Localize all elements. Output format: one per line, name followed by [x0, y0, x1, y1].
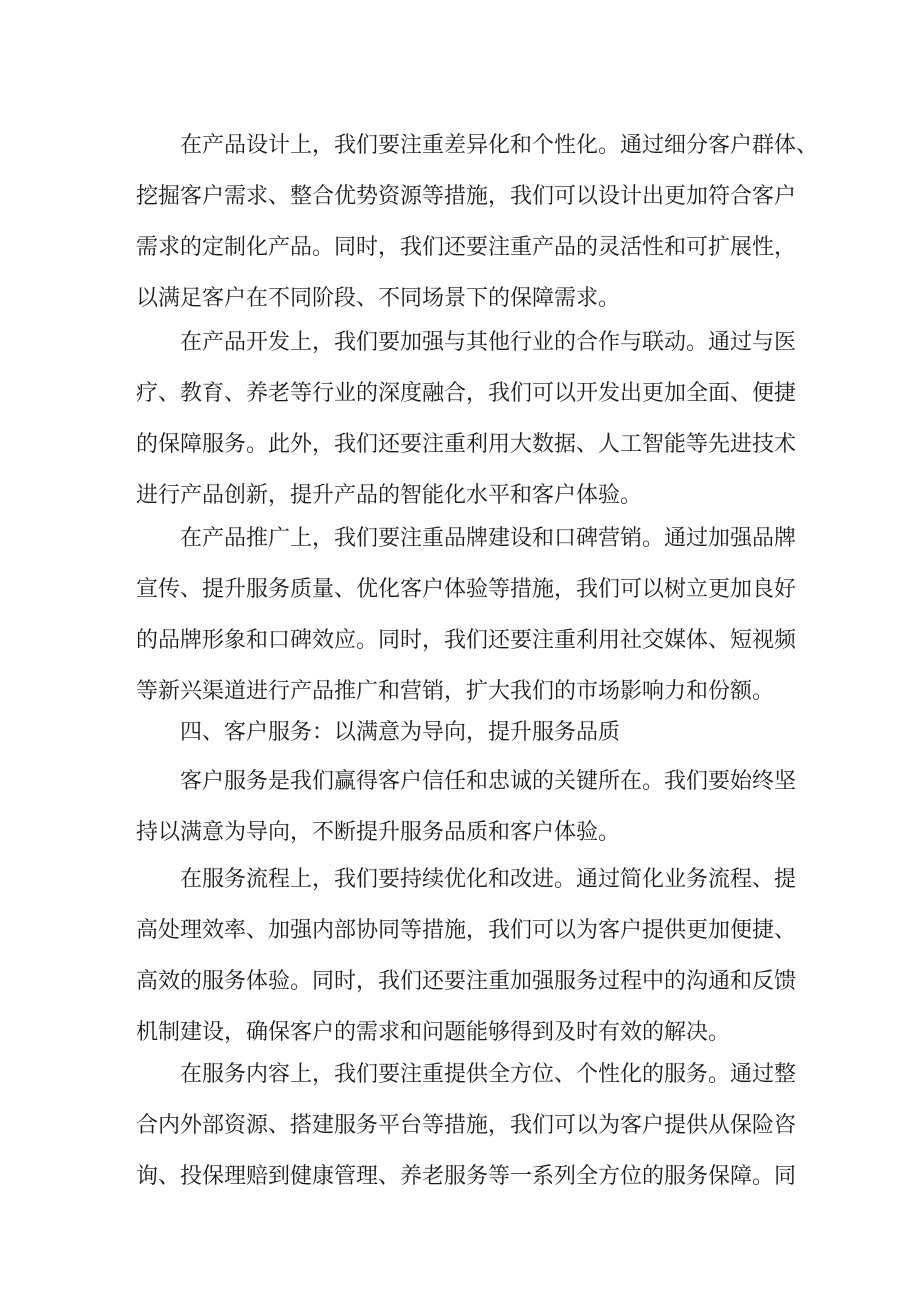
text-line: 高处理效率、加强内部协同等措施，我们可以为客户提供更加便捷、	[136, 918, 797, 943]
text-line: 挖掘客户需求、整合优势资源等措施，我们可以设计出更加符合客户	[136, 184, 797, 209]
section-heading	[136, 707, 796, 758]
text-line: 高效的服务体验。同时，我们还要注重加强服务过程中的沟通和反馈	[136, 969, 797, 994]
paragraph-product-development	[136, 317, 796, 521]
paragraph-product-promotion	[136, 513, 796, 717]
paragraph-service-content	[136, 1049, 796, 1202]
text-line: 机制建设，确保客户的需求和问题能够得到及时有效的解决。	[136, 1020, 731, 1045]
text-line: 在服务流程上，我们要持续优化和改进。通过简化业务流程、提	[180, 867, 797, 892]
text-line: 进行产品创新，提升产品的智能化水平和客户体验。	[136, 483, 643, 508]
text-line: 合内外部资源、搭建服务平台等措施，我们可以为客户提供从保险咨	[136, 1113, 797, 1138]
text-line: 在产品推广上，我们要注重品牌建设和口碑营销。通过加强品牌	[180, 526, 797, 551]
text-line: 疗、教育、养老等行业的深度融合，我们可以开发出更加全面、便捷	[136, 381, 797, 406]
text-line: 以满足客户在不同阶段、不同场景下的保障需求。	[136, 286, 621, 311]
section-heading-text: 四、客户服务：以满意为导向，提升服务品质	[180, 720, 621, 745]
text-line: 的品牌形象和口碑效应。同时，我们还要注重利用社交媒体、短视频	[136, 628, 797, 653]
text-line: 的保障服务。此外，我们还要注重利用大数据、人工智能等先进技术	[136, 432, 797, 457]
paragraph-product-design	[136, 120, 819, 324]
text-line: 在产品设计上，我们要注重差异化和个性化。通过细分客户群体、	[180, 133, 819, 158]
paragraph-customer-service	[136, 756, 796, 858]
text-line: 询、投保理赔到健康管理、养老服务等一系列全方位的服务保障。同	[136, 1164, 797, 1189]
text-line: 持以满意为导向，不断提升服务品质和客户体验。	[136, 820, 621, 845]
text-line: 在产品开发上，我们要加强与其他行业的合作与联动。通过与医	[180, 330, 797, 355]
text-line: 客户服务是我们赢得客户信任和忠诚的关键所在。我们要始终坚	[180, 769, 797, 794]
text-line: 在服务内容上，我们要注重提供全方位、个性化的服务。通过整	[180, 1062, 797, 1087]
paragraph-service-process	[136, 854, 796, 1058]
text-line: 宣传、提升服务质量、优化客户体验等措施，我们可以树立更加良好	[136, 577, 797, 602]
text-line: 等新兴渠道进行产品推广和营销，扩大我们的市场影响力和份额。	[136, 679, 775, 704]
text-line: 需求的定制化产品。同时，我们还要注重产品的灵活性和可扩展性，	[136, 235, 797, 260]
